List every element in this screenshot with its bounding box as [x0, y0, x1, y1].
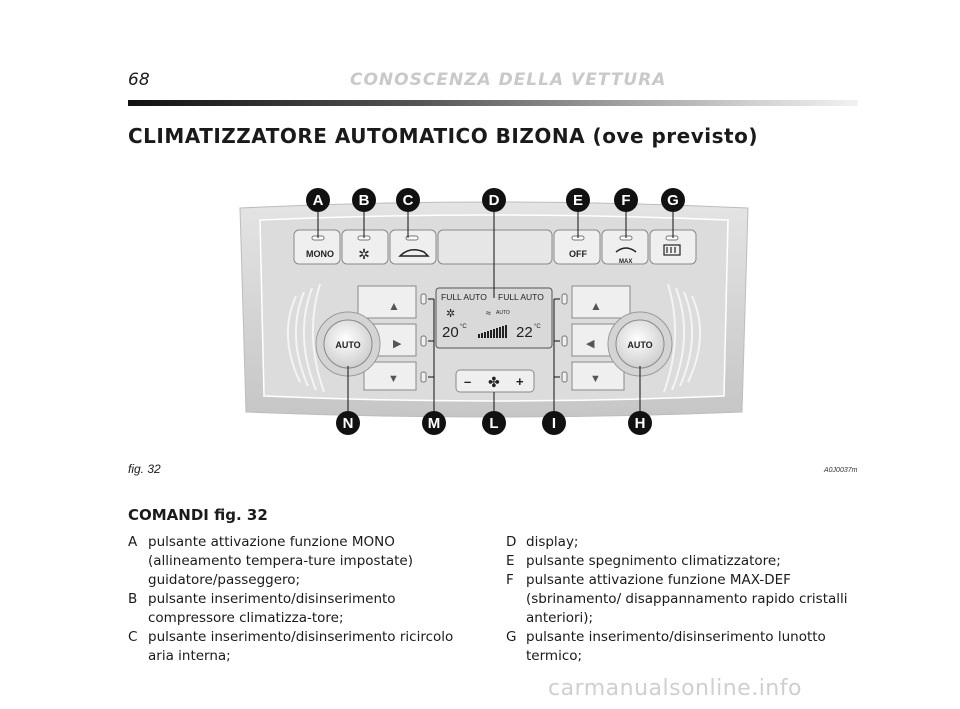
item-text: pulsante spegnimento climatizzatore;: [526, 553, 781, 569]
svg-text:N: N: [342, 415, 354, 432]
display-snowflake-icon: ✲: [446, 308, 456, 320]
item-letter: F: [506, 572, 514, 588]
mono-label: MONO: [306, 249, 334, 259]
max-label: MAX: [619, 259, 633, 265]
off-label: OFF: [569, 249, 587, 259]
list-item: [506, 628, 858, 666]
watermark[interactable]: carmanualsonline.info: [548, 676, 802, 701]
callout-f: [614, 188, 638, 212]
svg-text:D: D: [488, 192, 500, 209]
list-item: [506, 552, 858, 571]
right-left-arrow-icon: ◀: [586, 338, 595, 350]
callout-i: [542, 411, 566, 435]
item-letter: G: [506, 629, 517, 645]
controls-list-left: [128, 533, 480, 666]
svg-text:L: L: [489, 415, 499, 432]
svg-text:M: M: [427, 415, 441, 432]
item-text: pulsante inserimento/disinserimento compressore climatizza-tore;: [148, 591, 396, 626]
item-text: pulsante inserimento/disinserimento lunotto termico;: [526, 629, 826, 664]
callout-g: [661, 188, 685, 212]
item-letter: D: [506, 534, 517, 550]
snowflake-icon: ✲: [358, 246, 370, 262]
list-item: [128, 628, 480, 666]
figure-code: A0J0037m: [824, 467, 858, 474]
fan-minus-label: –: [464, 374, 472, 389]
list-item: [506, 571, 858, 628]
callout-d: [482, 188, 506, 212]
header-title: CONOSCENZA DELLA VETTURA: [350, 70, 667, 90]
callout-m: [422, 411, 446, 435]
callout-a: [306, 188, 330, 212]
right-auto-label: AUTO: [627, 340, 653, 350]
fan-plus-label: +: [516, 374, 524, 389]
display-full-auto-left: FULL AUTO: [441, 292, 487, 302]
list-item: [128, 590, 480, 628]
svg-text:A: A: [312, 192, 324, 209]
controls-list-right: [506, 533, 858, 666]
svg-text:G: G: [667, 192, 679, 209]
top-button-row: [294, 230, 696, 264]
header-rule: [128, 100, 858, 106]
svg-text:C: C: [402, 192, 414, 209]
left-right-arrow-icon: ▶: [393, 338, 402, 350]
callout-h: [628, 411, 652, 435]
climate-panel-illustration: [238, 186, 750, 440]
item-text: pulsante inserimento/disinserimento ricircolo aria interna;: [148, 629, 454, 664]
svg-text:E: E: [572, 192, 584, 209]
left-up-arrow-icon: ▲: [388, 299, 400, 313]
svg-text:I: I: [551, 415, 557, 432]
item-letter: A: [128, 534, 138, 550]
section-title: CLIMATIZZATORE AUTOMATICO BIZONA (ove previsto): [128, 124, 758, 148]
svg-text:H: H: [634, 415, 646, 432]
display-unit-left: °C: [460, 324, 467, 330]
svg-text:F: F: [621, 192, 631, 209]
controls-subtitle: COMANDI fig. 32: [128, 506, 268, 524]
item-text: pulsante attivazione funzione MAX-DEF (sbrinamento/ disappannamento rapido cristalli anteriori);: [526, 572, 848, 626]
left-auto-label: AUTO: [335, 340, 361, 350]
display-unit-right: °C: [534, 324, 541, 330]
display-full-auto-right: FULL AUTO: [498, 292, 544, 302]
display-temp-right: 22: [516, 324, 533, 341]
item-letter: B: [128, 591, 138, 607]
callout-l: [482, 411, 506, 435]
left-down-arrow-icon: ▼: [388, 373, 399, 385]
right-up-arrow-icon: ▲: [590, 299, 602, 313]
list-item: [506, 533, 858, 552]
list-item: [128, 533, 480, 590]
display-fan-auto: AUTO: [496, 310, 510, 316]
callout-b: [352, 188, 376, 212]
figure-caption: fig. 32: [128, 462, 161, 476]
right-down-arrow-icon: ▼: [590, 373, 601, 385]
item-text: display;: [526, 534, 579, 550]
display-recirculation-icon: ≈: [486, 308, 491, 318]
callout-n: [336, 411, 360, 435]
callout-c: [396, 188, 420, 212]
item-letter: E: [506, 553, 515, 569]
climate-control-figure: [238, 186, 750, 440]
item-letter: C: [128, 629, 138, 645]
svg-text:B: B: [358, 192, 370, 209]
page-number: 68: [128, 70, 150, 90]
fan-icon: ✤: [488, 374, 500, 390]
callout-e: [566, 188, 590, 212]
display-temp-left: 20: [442, 324, 459, 341]
item-text: pulsante attivazione funzione MONO (allineamento tempera-ture impostate) guidatore/passeggero;: [148, 534, 413, 588]
